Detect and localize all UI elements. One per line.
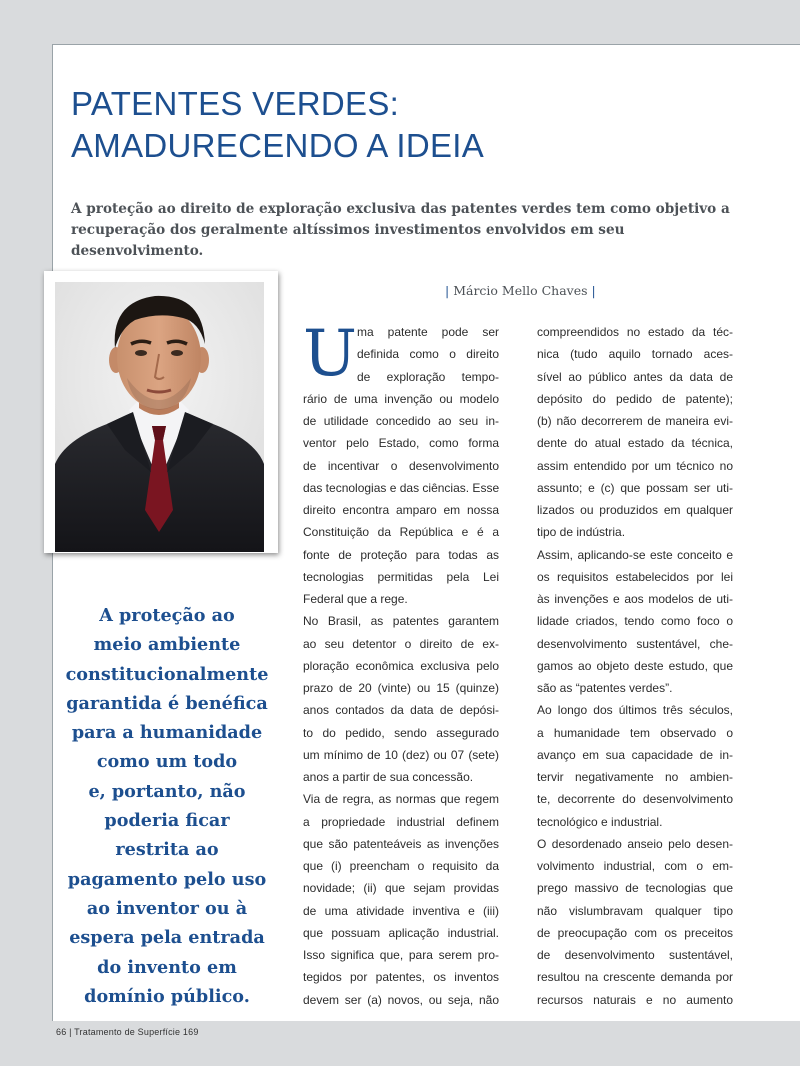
article-lede: A proteção ao direito de exploração exclusiva das patentes verdes tem como objetivo a recuperação dos geralmente altíssimos investimentos envolvidos em seu desenvolvimento. bbox=[71, 201, 730, 259]
article-text-line: (b) não decorrerem de maneira evi- bbox=[537, 414, 733, 428]
article-text-line: depósito do pedido de patente); bbox=[537, 391, 733, 406]
article-text-line: prego massivo de tecnologias que bbox=[537, 881, 733, 896]
article-text-line: de desenvolvimento sustentável, bbox=[537, 948, 733, 962]
article-text-line: dente do atual estado da técnica, bbox=[537, 436, 733, 451]
article-title bbox=[71, 83, 484, 167]
article-text-line: são as “patentes verdes”. bbox=[537, 681, 673, 695]
pull-quote-line: espera pela entrada bbox=[69, 927, 265, 949]
author-photo bbox=[55, 282, 264, 552]
page-footer: 66 | Tratamento de Superfície 169 bbox=[56, 1027, 199, 1037]
article-text-line: de exploração tempo- bbox=[357, 369, 499, 384]
article-text-line: novidade; (ii) que sejam providas bbox=[303, 881, 499, 896]
article-text-line: não vislumbravam qualquer tipo bbox=[537, 903, 733, 918]
article-text-line: ao seu detentor o direito de ex- bbox=[303, 636, 499, 651]
article-text-line: fonte de proteção para todas as bbox=[303, 547, 499, 562]
article-text-line: recursos naturais e no aumento bbox=[537, 992, 733, 1007]
article-text-line: Federal que a rege. bbox=[303, 592, 408, 606]
pull-quote-line: pagamento pelo uso bbox=[67, 868, 267, 890]
article-text-line: a propriedade industrial definem bbox=[303, 814, 499, 829]
article-text-line: rário de uma invenção ou modelo bbox=[303, 391, 499, 406]
article-text-line: compreendidos no estado da téc- bbox=[537, 325, 733, 339]
article-text-line: ploração econômica exclusiva pelo bbox=[303, 658, 499, 673]
pull-quote bbox=[61, 601, 273, 1011]
article-column-1 bbox=[303, 317, 500, 1011]
drop-cap: U bbox=[303, 317, 357, 391]
article-text-line: assim entendido por um técnico no bbox=[537, 458, 733, 473]
title-line-1: PATENTES VERDES: bbox=[71, 85, 400, 122]
pull-quote-line: para a humanidade bbox=[71, 722, 263, 744]
article-text-line: gamos ao objeto deste estudo, que bbox=[537, 658, 733, 673]
pull-quote-line: domínio público. bbox=[84, 985, 250, 1007]
article-text-line: prazo de 20 (vinte) ou 15 (quinze) bbox=[303, 681, 499, 695]
magazine-page bbox=[52, 44, 800, 1021]
article-text-line: ventor pelo Estado, como forma bbox=[303, 436, 499, 451]
article-text-line: de uma atividade inventiva e (iii) bbox=[303, 903, 499, 918]
article-text-line: Isso significa que, para serem pro- bbox=[303, 948, 499, 962]
pull-quote-line: como um todo bbox=[96, 751, 238, 773]
article-column-2 bbox=[537, 321, 733, 1011]
article-text-line: tervir negativamente no ambien- bbox=[537, 770, 733, 784]
article-text-line: volvimento industrial, com o em- bbox=[537, 859, 733, 873]
article-text-line: a humanidade tem observado o bbox=[537, 725, 733, 740]
author-name: Márcio Mello Chaves bbox=[453, 283, 588, 298]
article-text-line: assunto; e (c) que possam ser uti- bbox=[537, 480, 733, 495]
article-text-line: Constituição da República e é a bbox=[303, 525, 499, 540]
pull-quote-line: do invento em bbox=[97, 956, 237, 978]
article-text-line: desenvolvimento sustentável, che- bbox=[537, 636, 733, 651]
pull-quote-line: meio ambiente bbox=[93, 634, 241, 656]
article-text-line: os requisitos estabelecidos por lei bbox=[537, 569, 733, 584]
article-text-line: lidade criados, tendo como foco o bbox=[537, 614, 733, 629]
article-text-line: tegidos por patentes, os inventos bbox=[303, 970, 499, 985]
article-text-line: tecnológico e industrial. bbox=[537, 814, 663, 829]
article-text-line: direito encontra amparo em nossa bbox=[303, 503, 499, 517]
article-text-line: definida como o direito bbox=[357, 347, 499, 362]
article-text-line: O desordenado anseio pelo desen- bbox=[537, 836, 733, 851]
article-text-line: que possuam aplicação industrial. bbox=[303, 925, 499, 940]
article-text-line: anos contados da data de depósi- bbox=[303, 703, 499, 718]
article-text-line: No Brasil, as patentes garantem bbox=[303, 614, 499, 629]
article-text-line: avanço em sua capacidade de in- bbox=[537, 747, 733, 762]
article-text-line: que (i) preencham o requisito da bbox=[303, 859, 499, 873]
pull-quote-line: constitucionalmente bbox=[65, 663, 269, 685]
pull-quote-line: poderia ficar bbox=[104, 810, 230, 832]
article-text-line: sível ao público antes da data de bbox=[537, 369, 733, 384]
article-text-line: ma patente pode ser bbox=[357, 325, 499, 339]
article-text-line: Ao longo dos últimos três séculos, bbox=[537, 703, 733, 718]
pull-quote-line: restrita ao bbox=[115, 839, 219, 861]
article-text-line: das tecnologias e das ciências. Esse bbox=[303, 480, 500, 495]
pull-quote-line: A proteção ao bbox=[99, 605, 235, 626]
pull-quote-line: garantida é benéfica bbox=[66, 692, 268, 714]
author-photo-frame bbox=[44, 271, 278, 553]
title-line-2: AMADURECENDO A IDEIA bbox=[71, 127, 485, 164]
article-text-line: to do pedido, sendo assegurado bbox=[303, 725, 499, 740]
article-text-line: tipo de indústria. bbox=[537, 525, 626, 540]
article-text-line: de utilidade concedido ao seu in- bbox=[303, 414, 499, 428]
article-text-line: um mínimo de 10 (dez) ou 07 (sete) bbox=[303, 747, 499, 762]
pull-quote-line: e, portanto, não bbox=[88, 780, 246, 802]
pull-quote-line: ao inventor ou à bbox=[86, 897, 248, 919]
byline-bar-right: | bbox=[591, 283, 596, 298]
author-byline bbox=[445, 283, 596, 298]
article-text-line: anos a partir de sua concessão. bbox=[303, 770, 474, 784]
article-text-line: lizados ou produzidos em qualquer bbox=[537, 503, 733, 517]
article-text-line: de preocupação com os preceitos bbox=[537, 925, 733, 940]
article-text-line: às invenções e aos modelos de uti- bbox=[537, 592, 733, 606]
byline-bar-left: | bbox=[445, 283, 450, 298]
article-text-line: Assim, aplicando-se este conceito e bbox=[537, 547, 733, 562]
article-text-line: resultou na crescente demanda por bbox=[537, 970, 733, 985]
article-text-line: nica (tudo aquilo tornado aces- bbox=[537, 347, 733, 362]
article-text-line: devem ser (a) novos, ou seja, não bbox=[303, 992, 499, 1007]
article-text-line: te, decorrente do desenvolvimento bbox=[537, 792, 733, 807]
article-text-line: que são patenteáveis as invenções bbox=[303, 836, 499, 851]
article-text-line: tecnologias permitidas pela Lei bbox=[303, 569, 499, 584]
article-text-line: Via de regra, as normas que regem bbox=[303, 792, 499, 807]
article-text-line: de incentivar o desenvolvimento bbox=[303, 458, 499, 473]
